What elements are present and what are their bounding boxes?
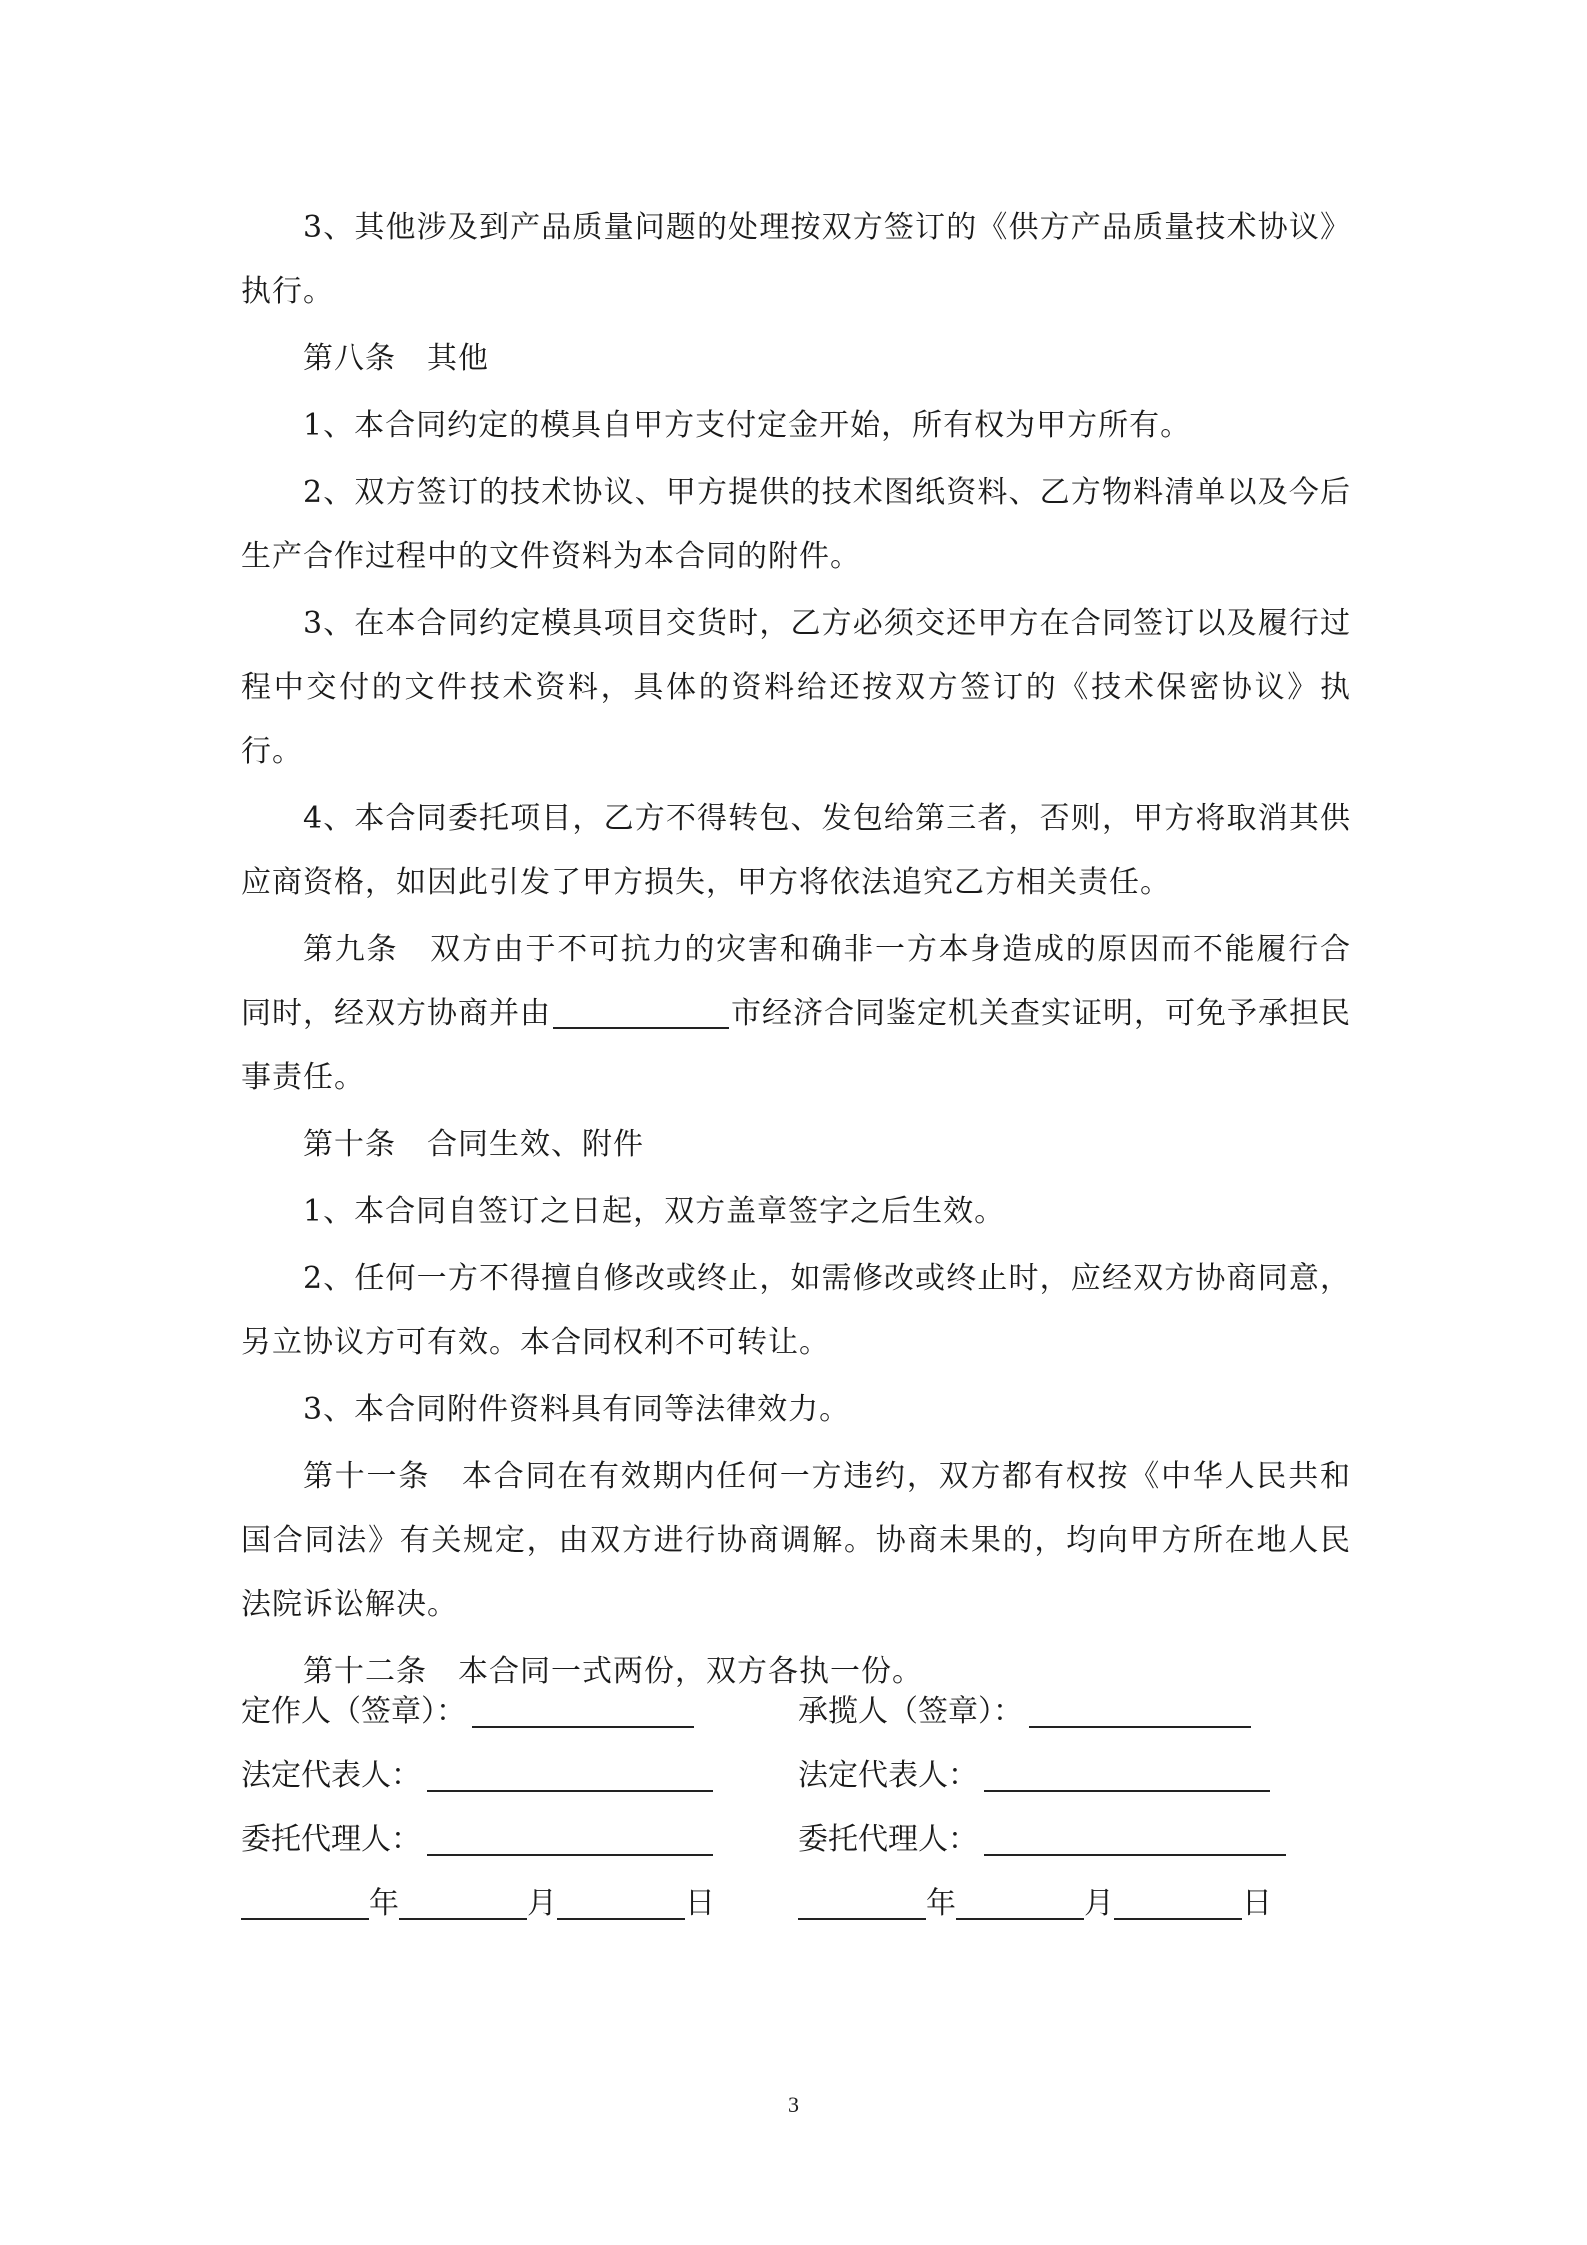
article-9: [241, 918, 1351, 1110]
article-11: 第十一条 本合同在有效期内任何一方违约，双方都有权按《中华人民共和国合同法》有关规定，由双方进行协商调解。协商未果的，均向甲方所在地人民法院诉讼解决。: [241, 1459, 1351, 1622]
right-year-line: [798, 1888, 926, 1920]
signature-row-party: [241, 1680, 1351, 1744]
signature-block: [241, 1680, 1351, 1936]
left-party-line: [472, 1696, 694, 1728]
signature-right-party: [798, 1680, 1351, 1744]
paragraph-no-modification: 2、任何一方不得擅自修改或终止，如需修改或终止时，应经双方协商同意，另立协议方可有效。本合同权利不可转让。: [241, 1261, 1351, 1360]
right-agent-label: 委托代理人：: [798, 1822, 978, 1857]
signature-right-rep: [798, 1744, 1351, 1808]
right-year-label: 年: [926, 1886, 956, 1921]
right-month-line: [956, 1888, 1084, 1920]
paragraph-return-documents: 3、在本合同约定模具项目交货时，乙方必须交还甲方在合同签订以及履行过程中交付的文件技术资料，具体的资料给还按双方签订的《技术保密协议》执行。: [241, 606, 1351, 769]
signature-left-party: [241, 1680, 798, 1744]
signature-left-date: [241, 1872, 798, 1936]
left-agent-label: 委托代理人：: [241, 1822, 421, 1857]
signature-row-rep: [241, 1744, 1351, 1808]
article-9-text-before: 第九条 双方由于不可抗力的灾害和确非一方本身造成的原因而不能履行合同时，经双方协商并由: [241, 932, 1351, 1031]
article-12: 第十二条 本合同一式两份，双方各执一份。: [303, 1654, 923, 1689]
left-day-line: [557, 1888, 685, 1920]
article-9-text-after: 市经济合同鉴定机关查实证明，可免予承担民事责任。: [241, 996, 1351, 1095]
article-8-heading: 第八条 其他: [303, 341, 489, 376]
signature-right-date: [798, 1872, 1351, 1936]
right-party-line: [1029, 1696, 1251, 1728]
signature-left-agent: [241, 1808, 798, 1872]
paragraph-effective: 1、本合同自签订之日起，双方盖章签字之后生效。: [303, 1194, 1006, 1229]
signature-row-date: [241, 1872, 1351, 1936]
signature-left-rep: [241, 1744, 798, 1808]
left-month-line: [399, 1888, 527, 1920]
city-blank-line: [553, 997, 729, 1029]
left-rep-line: [427, 1760, 713, 1792]
right-party-label: 承揽人（签章）：: [798, 1694, 1023, 1729]
left-year-line: [241, 1888, 369, 1920]
right-day-label: 日: [1242, 1886, 1272, 1921]
paragraph-quality: 3、其他涉及到产品质量问题的处理按双方签订的《供方产品质量技术协议》执行。: [241, 210, 1351, 309]
page-number: 3: [788, 2092, 799, 2117]
signature-row-agent: [241, 1808, 1351, 1872]
paragraph-legal-effect: 3、本合同附件资料具有同等法律效力。: [303, 1392, 851, 1427]
right-rep-label: 法定代表人：: [798, 1758, 978, 1793]
paragraph-attachments: 2、双方签订的技术协议、甲方提供的技术图纸资料、乙方物料清单以及今后生产合作过程中的文件资料为本合同的附件。: [241, 475, 1351, 574]
right-agent-line: [984, 1824, 1286, 1856]
left-agent-line: [427, 1824, 713, 1856]
signature-right-agent: [798, 1808, 1351, 1872]
left-day-label: 日: [685, 1886, 715, 1921]
left-rep-label: 法定代表人：: [241, 1758, 421, 1793]
paragraph-no-subcontract: 4、本合同委托项目，乙方不得转包、发包给第三者，否则，甲方将取消其供应商资格，如因此引发了甲方损失，甲方将依法追究乙方相关责任。: [241, 801, 1351, 900]
left-month-label: 月: [527, 1886, 557, 1921]
right-month-label: 月: [1084, 1886, 1114, 1921]
article-10-heading: 第十条 合同生效、附件: [303, 1127, 644, 1162]
right-day-line: [1114, 1888, 1242, 1920]
paragraph-mold-ownership: 1、本合同约定的模具自甲方支付定金开始，所有权为甲方所有。: [303, 408, 1192, 443]
left-party-label: 定作人（签章）：: [241, 1694, 466, 1729]
contract-body: [241, 196, 1351, 1707]
left-year-label: 年: [369, 1886, 399, 1921]
right-rep-line: [984, 1760, 1270, 1792]
